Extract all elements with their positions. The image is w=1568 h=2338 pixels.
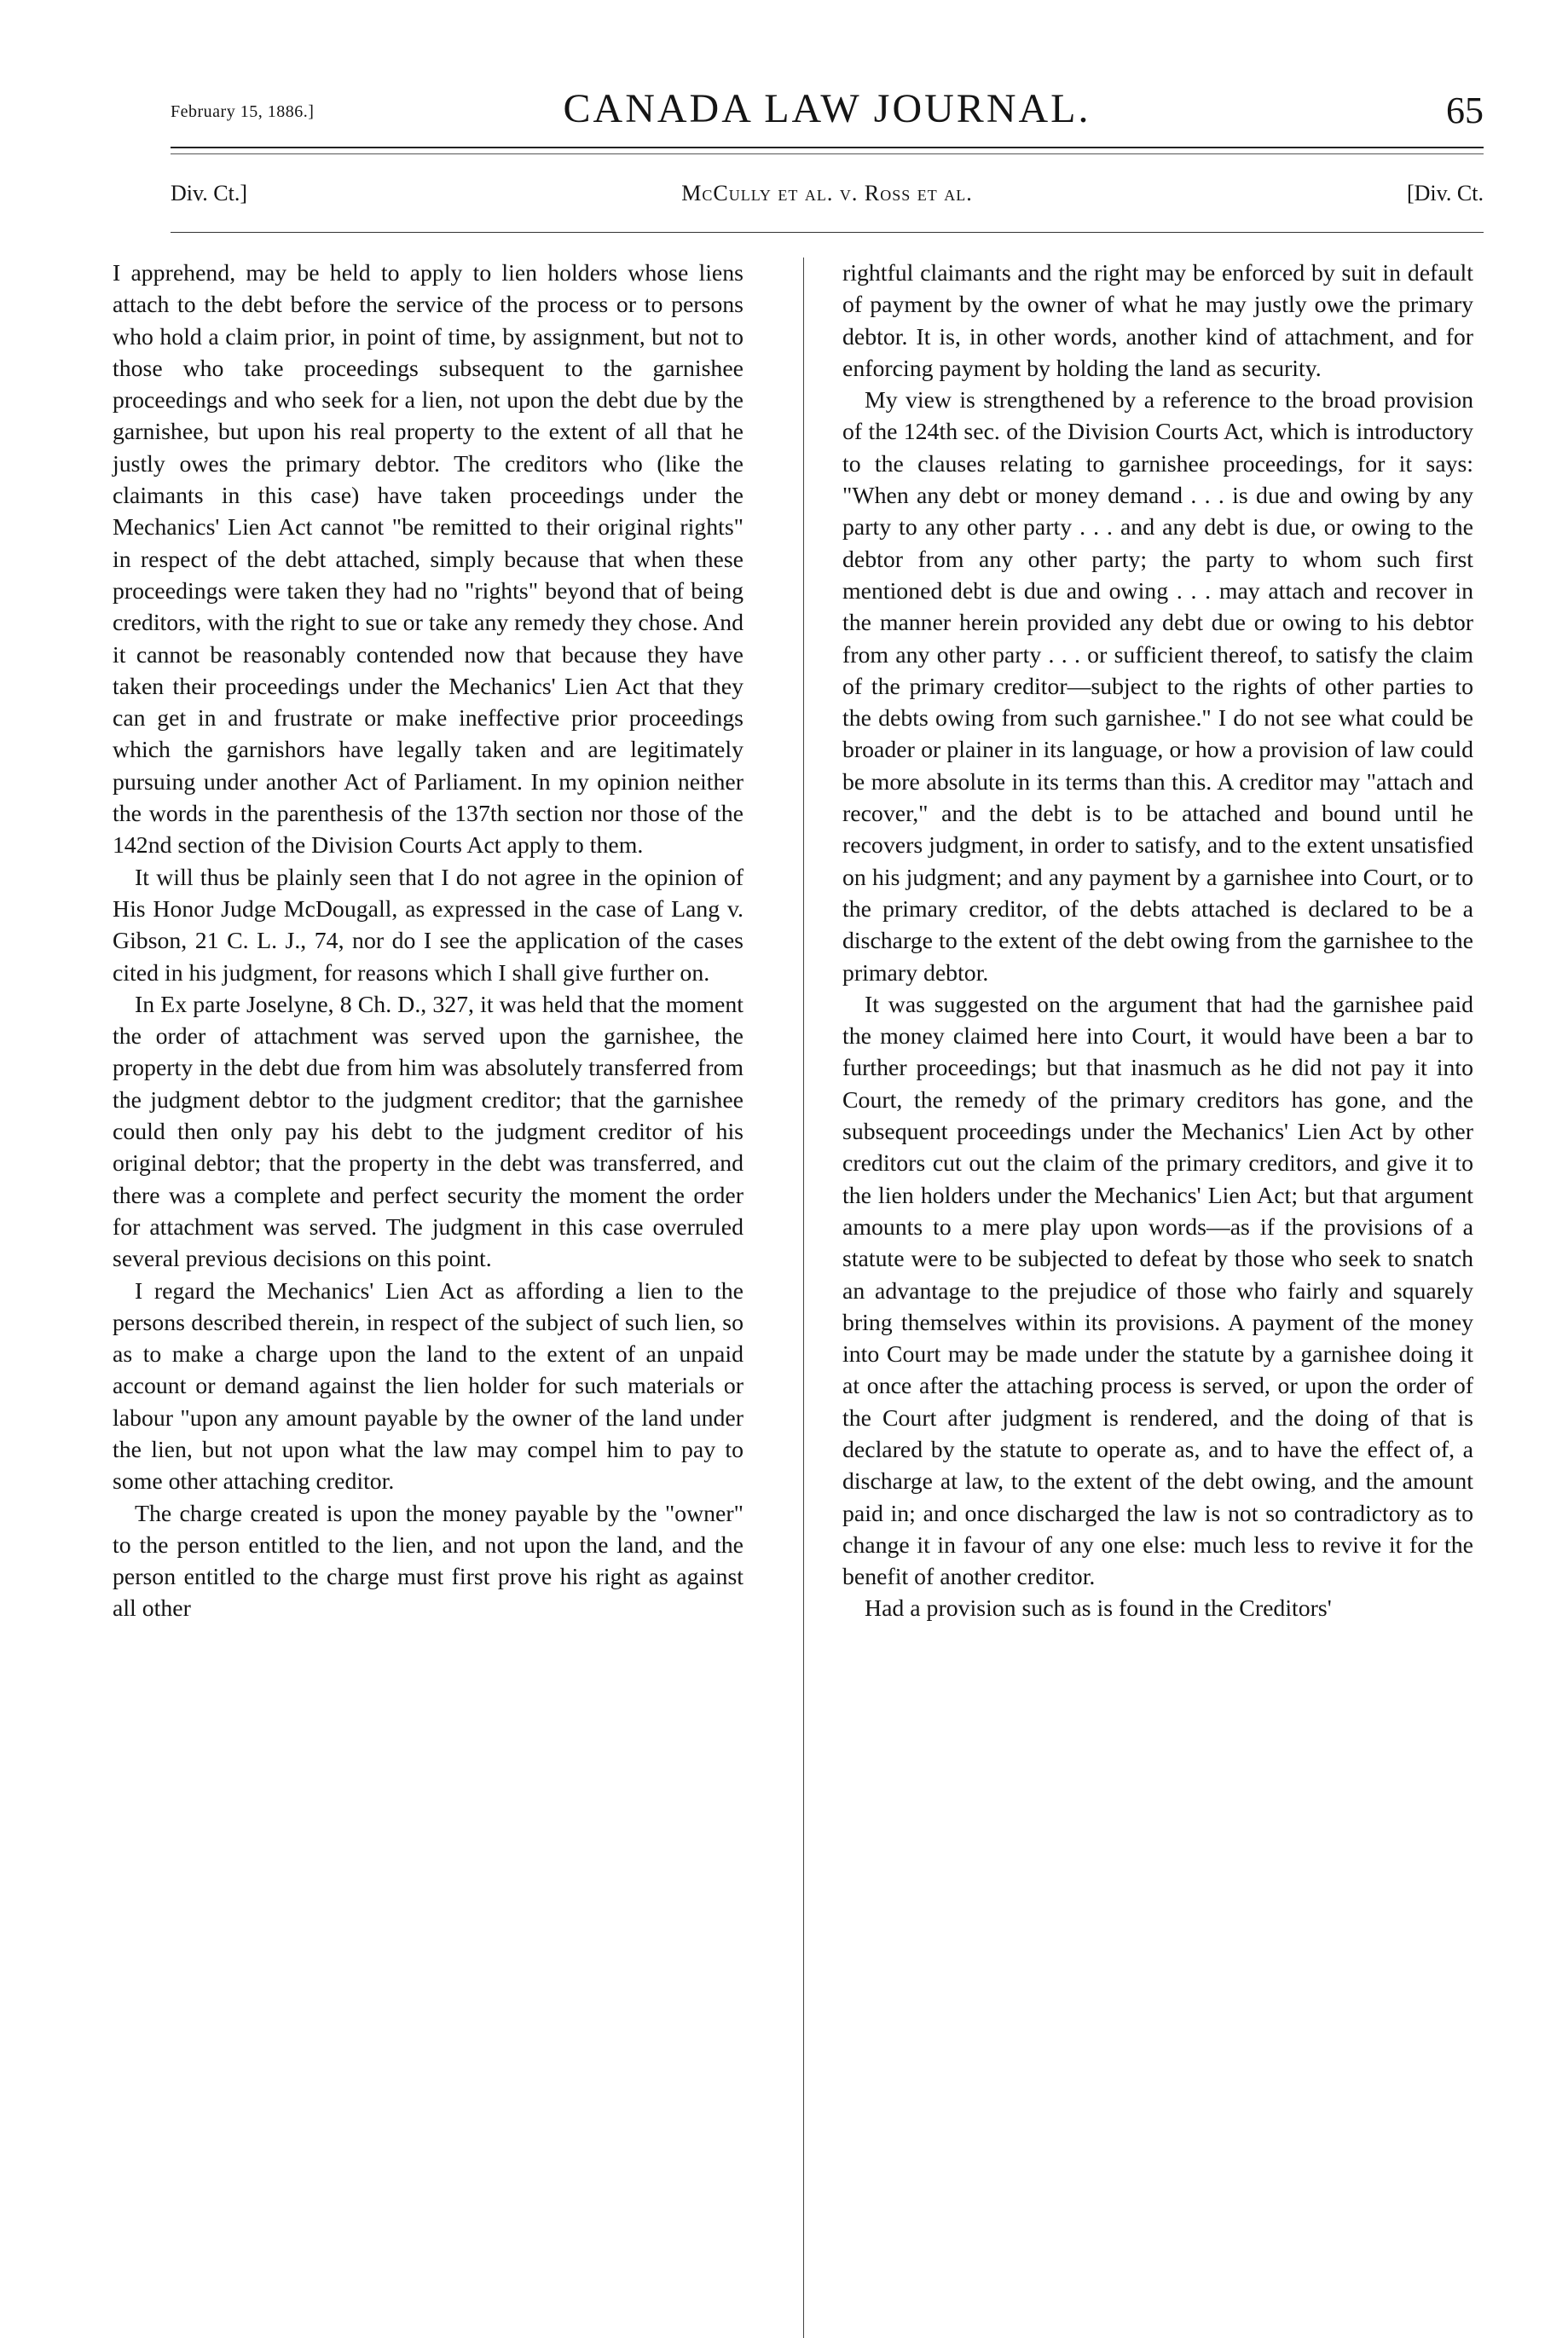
masthead-rule bbox=[171, 147, 1484, 154]
paragraph: rightful claimants and the right may be enforced by suit in default of payment by the owner of what he may justly owe the primary debtor. It is, in other words, another kind of attachment, and for enforcing payment by holding the land as security. bbox=[842, 260, 1473, 382]
left-column bbox=[113, 258, 743, 1625]
journal-title: CANADA LAW JOURNAL. bbox=[563, 86, 1091, 131]
masthead bbox=[171, 75, 1484, 143]
paragraph: I regard the Mechanics' Lien Act as affording a lien to the persons described therein, in respect of the subject of such lien, so as to make a charge upon the land to the extent of an unpaid account or demand against the lien holder for such materials or labour "upon any amount payable by the owner of the land under the lien, but not upon what the law may compel him to pay to some other attaching creditor. bbox=[113, 1277, 743, 1496]
case-title: McCully et al. v. Ross et al. bbox=[681, 181, 973, 205]
right-column bbox=[842, 258, 1473, 1625]
paragraph: Had a provision such as is found in the Creditors' bbox=[865, 1595, 1332, 1623]
paragraph: In Ex parte Joselyne, 8 Ch. D., 327, it was held that the moment the order of attachment was served upon the garnishee, the property in the debt due from him was absolutely transferred from the judgment debtor to the judgment creditor; that the garnishee could then only pay his debt to the judgment creditor of his original debtor; that the property in the debt was transferred, and there was a complete and perfect security the moment the order for attachment was served. The judgment in this case overruled several previous decisions on this point. bbox=[113, 991, 743, 1273]
paragraph: I apprehend, may be held to apply to lien holders whose liens attach to the debt before the service of the process or to persons who hold a claim prior, in point of time, by assignment, but not to those who take proceedings subsequent to the garnishee proceedings and who seek for a lien, not upon the debt due by the garnishee, but upon his real property to the extent of all that he justly owes the primary debtor. The creditors who (like the claimants in this case) have taken proceedings under the Mechanics' Lien Act cannot "be remitted to their original rights" in respect of the debt attached, simply because that when these proceedings were taken they had no "rights" beyond that of being creditors, with the right to sue or take any remedy they chose. And it cannot be reasonably contended now that because they have taken their proceedings under the Mechanics' Lien Act that they can get in and frustrate or make ineffective prior proceedings which the garnishors have legally taken and are legitimately pursuing under another Act of Parliament. In my opinion neither the words in the parenthesis of the 137th section nor those of the 142nd section of the Division Courts Act apply to them. bbox=[113, 260, 743, 859]
issue-date: February 15, 1886.] bbox=[171, 102, 315, 121]
header-rule bbox=[171, 232, 1484, 233]
column-divider bbox=[803, 258, 804, 2338]
page-number: 65 bbox=[1446, 90, 1484, 131]
paragraph: It will thus be plainly seen that I do not agree in the opinion of His Honor Judge McDougall, as expressed in the case of Lang v. Gibson, 21 C. L. J., 74, nor do I see the application of the cases cited in his judgment, for reasons which I shall give further on. bbox=[113, 864, 743, 987]
paragraph: It was suggested on the argument that had the garnishee paid the money claimed here into Court, it would have been a bar to further proceedings; but that inasmuch as he did not pay it into Court, the remedy of the primary creditors has gone, and the subsequent proceedings under the Mechanics' Lien Act by other creditors cut out the claim of the primary creditors, and give it to the lien holders under the Mechanics' Lien Act; but that argument amounts to a mere play upon words—as if the provisions of a statute were to be subjected to defeat by those who seek to snatch an advantage to the prejudice of those who fairly and squarely bring themselves within its provisions. A payment of the money into Court may be made under the statute by a garnishee doing it at once after the attaching process is served, or upon the order of the Court after judgment is rendered, and the doing of that is declared by the statute to operate as, and to have the effect of, a discharge at law, to the extent of the debt owing, and the amount paid in; and once discharged the law is not so contradictory as to change it in favour of any one else: much less to revive it for the benefit of another creditor. bbox=[842, 991, 1473, 1591]
court-label-left: Div. Ct.] bbox=[171, 181, 248, 205]
paragraph: The charge created is upon the money payable by the "owner" to the person entitled to the lien, and not upon the land, and the person entitled to the charge must first prove his right as against all other bbox=[113, 1500, 743, 1623]
running-head bbox=[171, 181, 1484, 215]
paragraph: My view is strengthened by a reference to the broad provision of the 124th sec. of the Division Courts Act, which is introductory to the clauses relating to garnishee proceedings, for it says: "When any debt or money demand . . . is due and owing by any party to any other party . . . and any debt is due, or owing to the debtor from any other party; the party to whom such first mentioned debt is due and owing . . . may attach and recover in the manner herein provided any debt due or owing to his debtor from any other party . . . or sufficient thereof, to satisfy the claim of the primary creditor—subject to the rights of other parties to the debts owing from such garnishee." I do not see what could be broader or plainer in its language, or how a provision of law could be more absolute in its terms than this. A creditor may "attach and recover," and the debt is to be attached and bound until he recovers judgment, in order to satisfy, and to the extent unsatisfied on his judgment; and any payment by a garnishee into Court, or to the primary creditor, of the debts attached is declared to be a discharge to the extent of the debt owing from the garnishee to the primary debtor. bbox=[842, 387, 1473, 987]
court-label-right: [Div. Ct. bbox=[1406, 181, 1484, 205]
